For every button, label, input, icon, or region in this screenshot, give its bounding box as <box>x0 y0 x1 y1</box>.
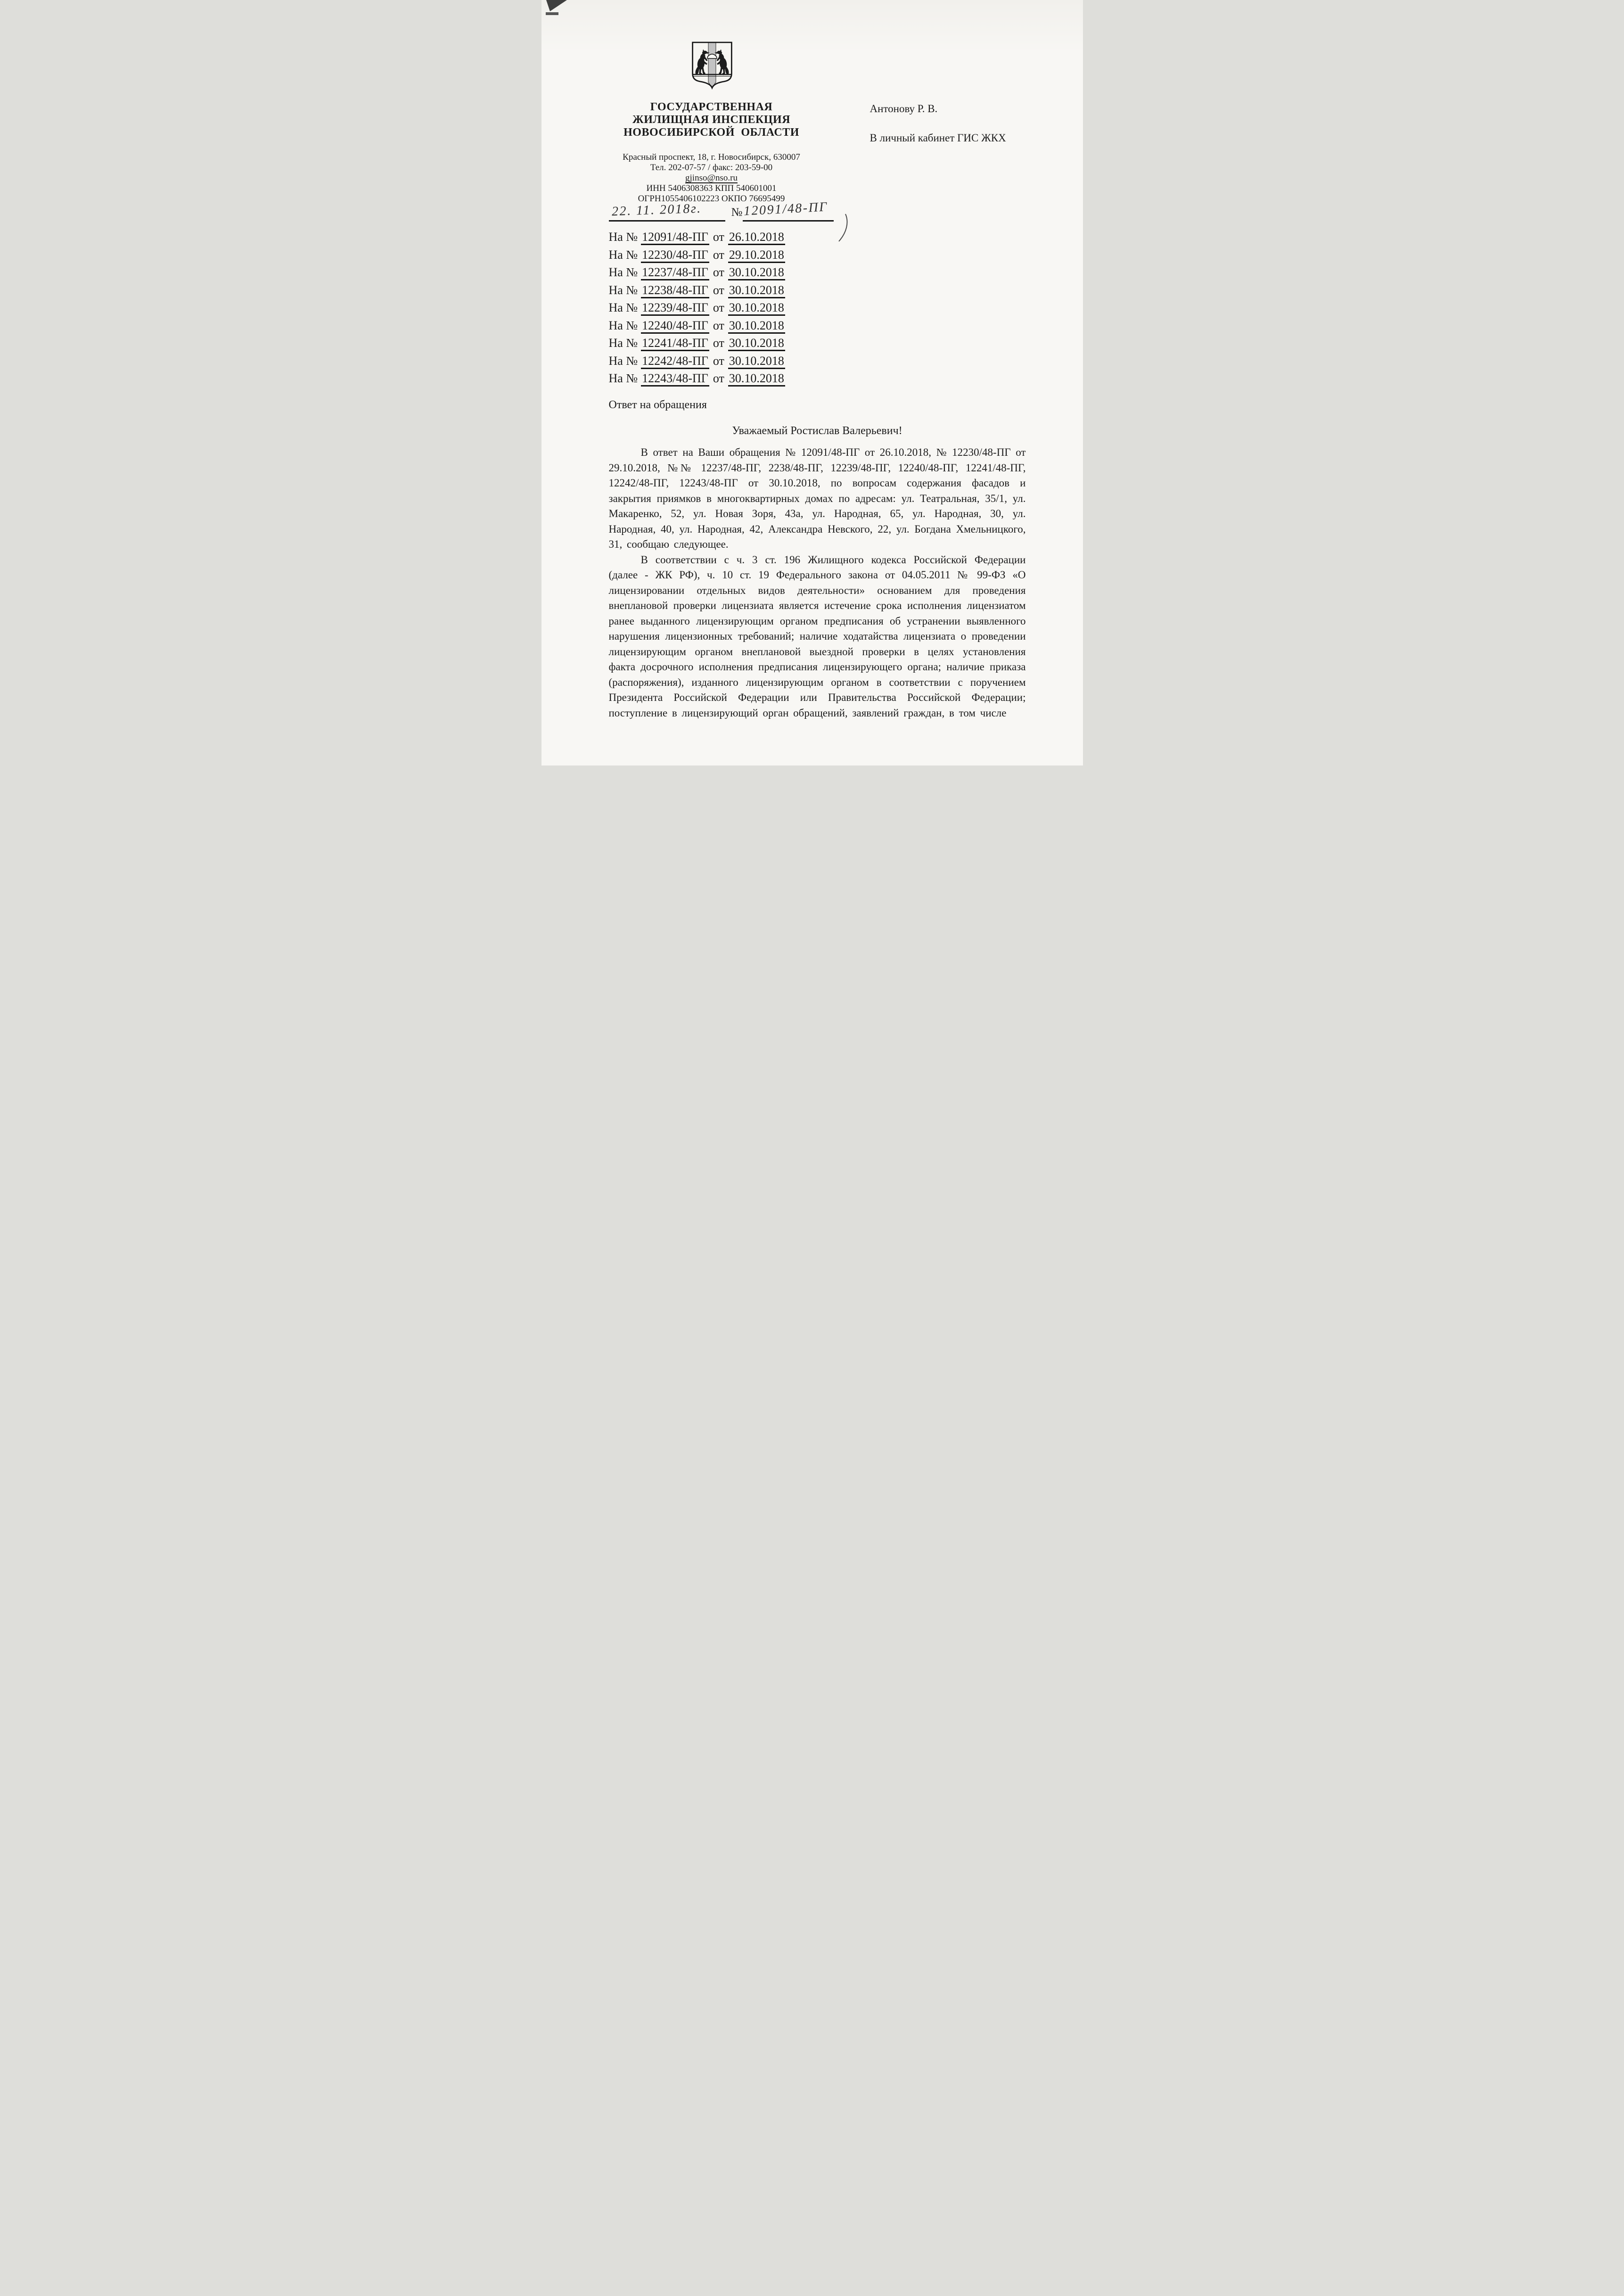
org-email: gjinso@nso.ru <box>685 173 738 183</box>
scanned-letter-page <box>541 0 1083 765</box>
outgoing-date-field <box>609 201 725 222</box>
reference-from-word: от <box>713 230 724 244</box>
reference-row <box>609 265 785 283</box>
handwritten-number: 12091/48-ПГ <box>743 199 828 219</box>
reference-from-word: от <box>713 301 724 314</box>
scan-corner-artifact <box>545 0 574 17</box>
reference-prefix: На № <box>608 265 638 279</box>
reference-from-word: от <box>713 371 724 385</box>
reference-from-word: от <box>713 283 724 297</box>
org-name <box>603 101 820 139</box>
silver-band <box>708 42 716 88</box>
org-address: Красный проспект, 18, г. Новосибирск, 630007 <box>623 152 800 162</box>
letterhead-contacts <box>603 152 820 204</box>
reference-prefix: На № <box>608 336 638 350</box>
reference-prefix: На № <box>608 354 638 368</box>
reference-from-word: от <box>713 354 724 368</box>
reference-date: 30.10.2018 <box>728 283 785 298</box>
reference-date: 30.10.2018 <box>728 336 785 351</box>
org-ogrn-okpo: ОГРН1055406102223 ОКПО 76695499 <box>638 194 785 204</box>
reference-date: 30.10.2018 <box>728 319 785 334</box>
subject-line: Ответ на обращения <box>608 399 707 411</box>
recipient-name: Антонову Р. В. <box>869 103 938 115</box>
org-name-line3: НОВОСИБИРСКОЙ ОБЛАСТИ <box>623 126 799 139</box>
org-name-line1: ГОСУДАРСТВЕННАЯ <box>650 101 773 113</box>
reference-prefix: На № <box>608 283 638 297</box>
reference-prefix: На № <box>608 318 638 332</box>
reference-date: 30.10.2018 <box>728 371 785 387</box>
reference-prefix: На № <box>608 371 638 385</box>
reference-row <box>609 371 785 389</box>
reference-date: 30.10.2018 <box>728 265 785 280</box>
salutation: Уважаемый Ростислав Валерьевич! <box>732 425 902 437</box>
reference-row <box>609 354 785 372</box>
body-paragraph-1: В ответ на Ваши обращения № 12091/48-ПГ от 26.10.2018, № 12230/48-ПГ от 29.10.2018, №№ 12237/48-ПГ, 2238/48-ПГ, 12239/48-ПГ, 12240/48-ПГ, 12241/48-ПГ, 12242/48-ПГ, 12243/48-ПГ от 30.10.2018, по вопросам содержания фасадов и закрытия приямков в многоквартирных домах по адресам: ул. Театральная, 35/1, ул. Макаренко, 52, ул. Новая Зоря, 43а, ул. Народная, 65, ул. Народная, 30, ул. Народная, 40, ул. Народная, 42, Александра Невского, 22, ул. Богдана Хмельницкого, 31, сообщаю следующее. <box>608 446 1026 550</box>
recipient-channel: В личный кабинет ГИС ЖКХ <box>869 132 1006 144</box>
org-name-line2: ЖИЛИЩНАЯ ИНСПЕКЦИЯ <box>632 114 791 126</box>
reference-number: 12091/48-ПГ <box>641 230 709 245</box>
reference-number: 12240/48-ПГ <box>641 319 709 334</box>
reference-list <box>609 230 785 389</box>
reference-row <box>609 319 785 337</box>
reference-number: 12239/48-ПГ <box>641 301 709 316</box>
number-sign-label: № <box>731 206 743 219</box>
reference-row <box>609 336 785 354</box>
outgoing-number-field <box>743 199 834 222</box>
recipient-block <box>870 103 1006 144</box>
reference-number: 12241/48-ПГ <box>641 336 709 351</box>
reference-from-word: от <box>713 336 724 350</box>
reference-row <box>609 230 785 248</box>
reference-date: 30.10.2018 <box>728 354 785 369</box>
reference-date: 29.10.2018 <box>728 248 785 263</box>
org-phone-fax: Тел. 202-07-57 / факс: 203-59-00 <box>650 163 773 173</box>
reference-number: 12230/48-ПГ <box>641 248 709 263</box>
reference-date: 30.10.2018 <box>728 301 785 316</box>
reference-from-word: от <box>713 247 724 262</box>
reference-row <box>609 301 785 319</box>
reference-from-word: от <box>713 265 724 279</box>
handwritten-date: 22. 11. 2018г. <box>611 201 702 219</box>
reference-date: 26.10.2018 <box>728 230 785 245</box>
reference-prefix: На № <box>608 230 638 244</box>
reference-prefix: На № <box>608 301 638 314</box>
reference-prefix: На № <box>608 247 638 262</box>
reference-number: 12238/48-ПГ <box>641 283 709 298</box>
reference-row <box>609 248 785 266</box>
reference-from-word: от <box>713 318 724 332</box>
reference-number: 12242/48-ПГ <box>641 354 709 369</box>
reference-number: 12243/48-ПГ <box>641 371 709 387</box>
coat-of-arms-emblem <box>690 41 734 90</box>
org-inn-kpp: ИНН 5406308363 КПП 540601001 <box>646 183 777 193</box>
pen-stroke-artifact <box>834 213 850 243</box>
body-paragraph-2: В соответствии с ч. 3 ст. 196 Жилищного кодекса Российской Федерации (далее - ЖК РФ), ч. 10 ст. 19 Федерального закона от 04.05.2011 № 99-ФЗ «О лицензировании отдельных видов деятельности» основанием для проведения внеплановой проверки лицензиата является истечение срока исполнения лицензиатом ранее выданного лицензирующим органом предписания об устранении выявленного нарушения лицензионных требований; наличие ходатайства лицензиата о проведении лицензирующим органом внеплановой выездной проверки в целях установления факта досрочного исполнения предписания лицензирующего органа; наличие приказа (распоряжения), изданного лицензирующим органом в соответствии с поручением Президента Российской Федерации или Правительства Российской Федерации; поступление в лицензирующий орган обращений, заявлений граждан, в том числе <box>608 553 1026 719</box>
reference-row <box>609 283 785 301</box>
reference-number: 12237/48-ПГ <box>641 265 709 280</box>
letter-body <box>609 445 1026 721</box>
